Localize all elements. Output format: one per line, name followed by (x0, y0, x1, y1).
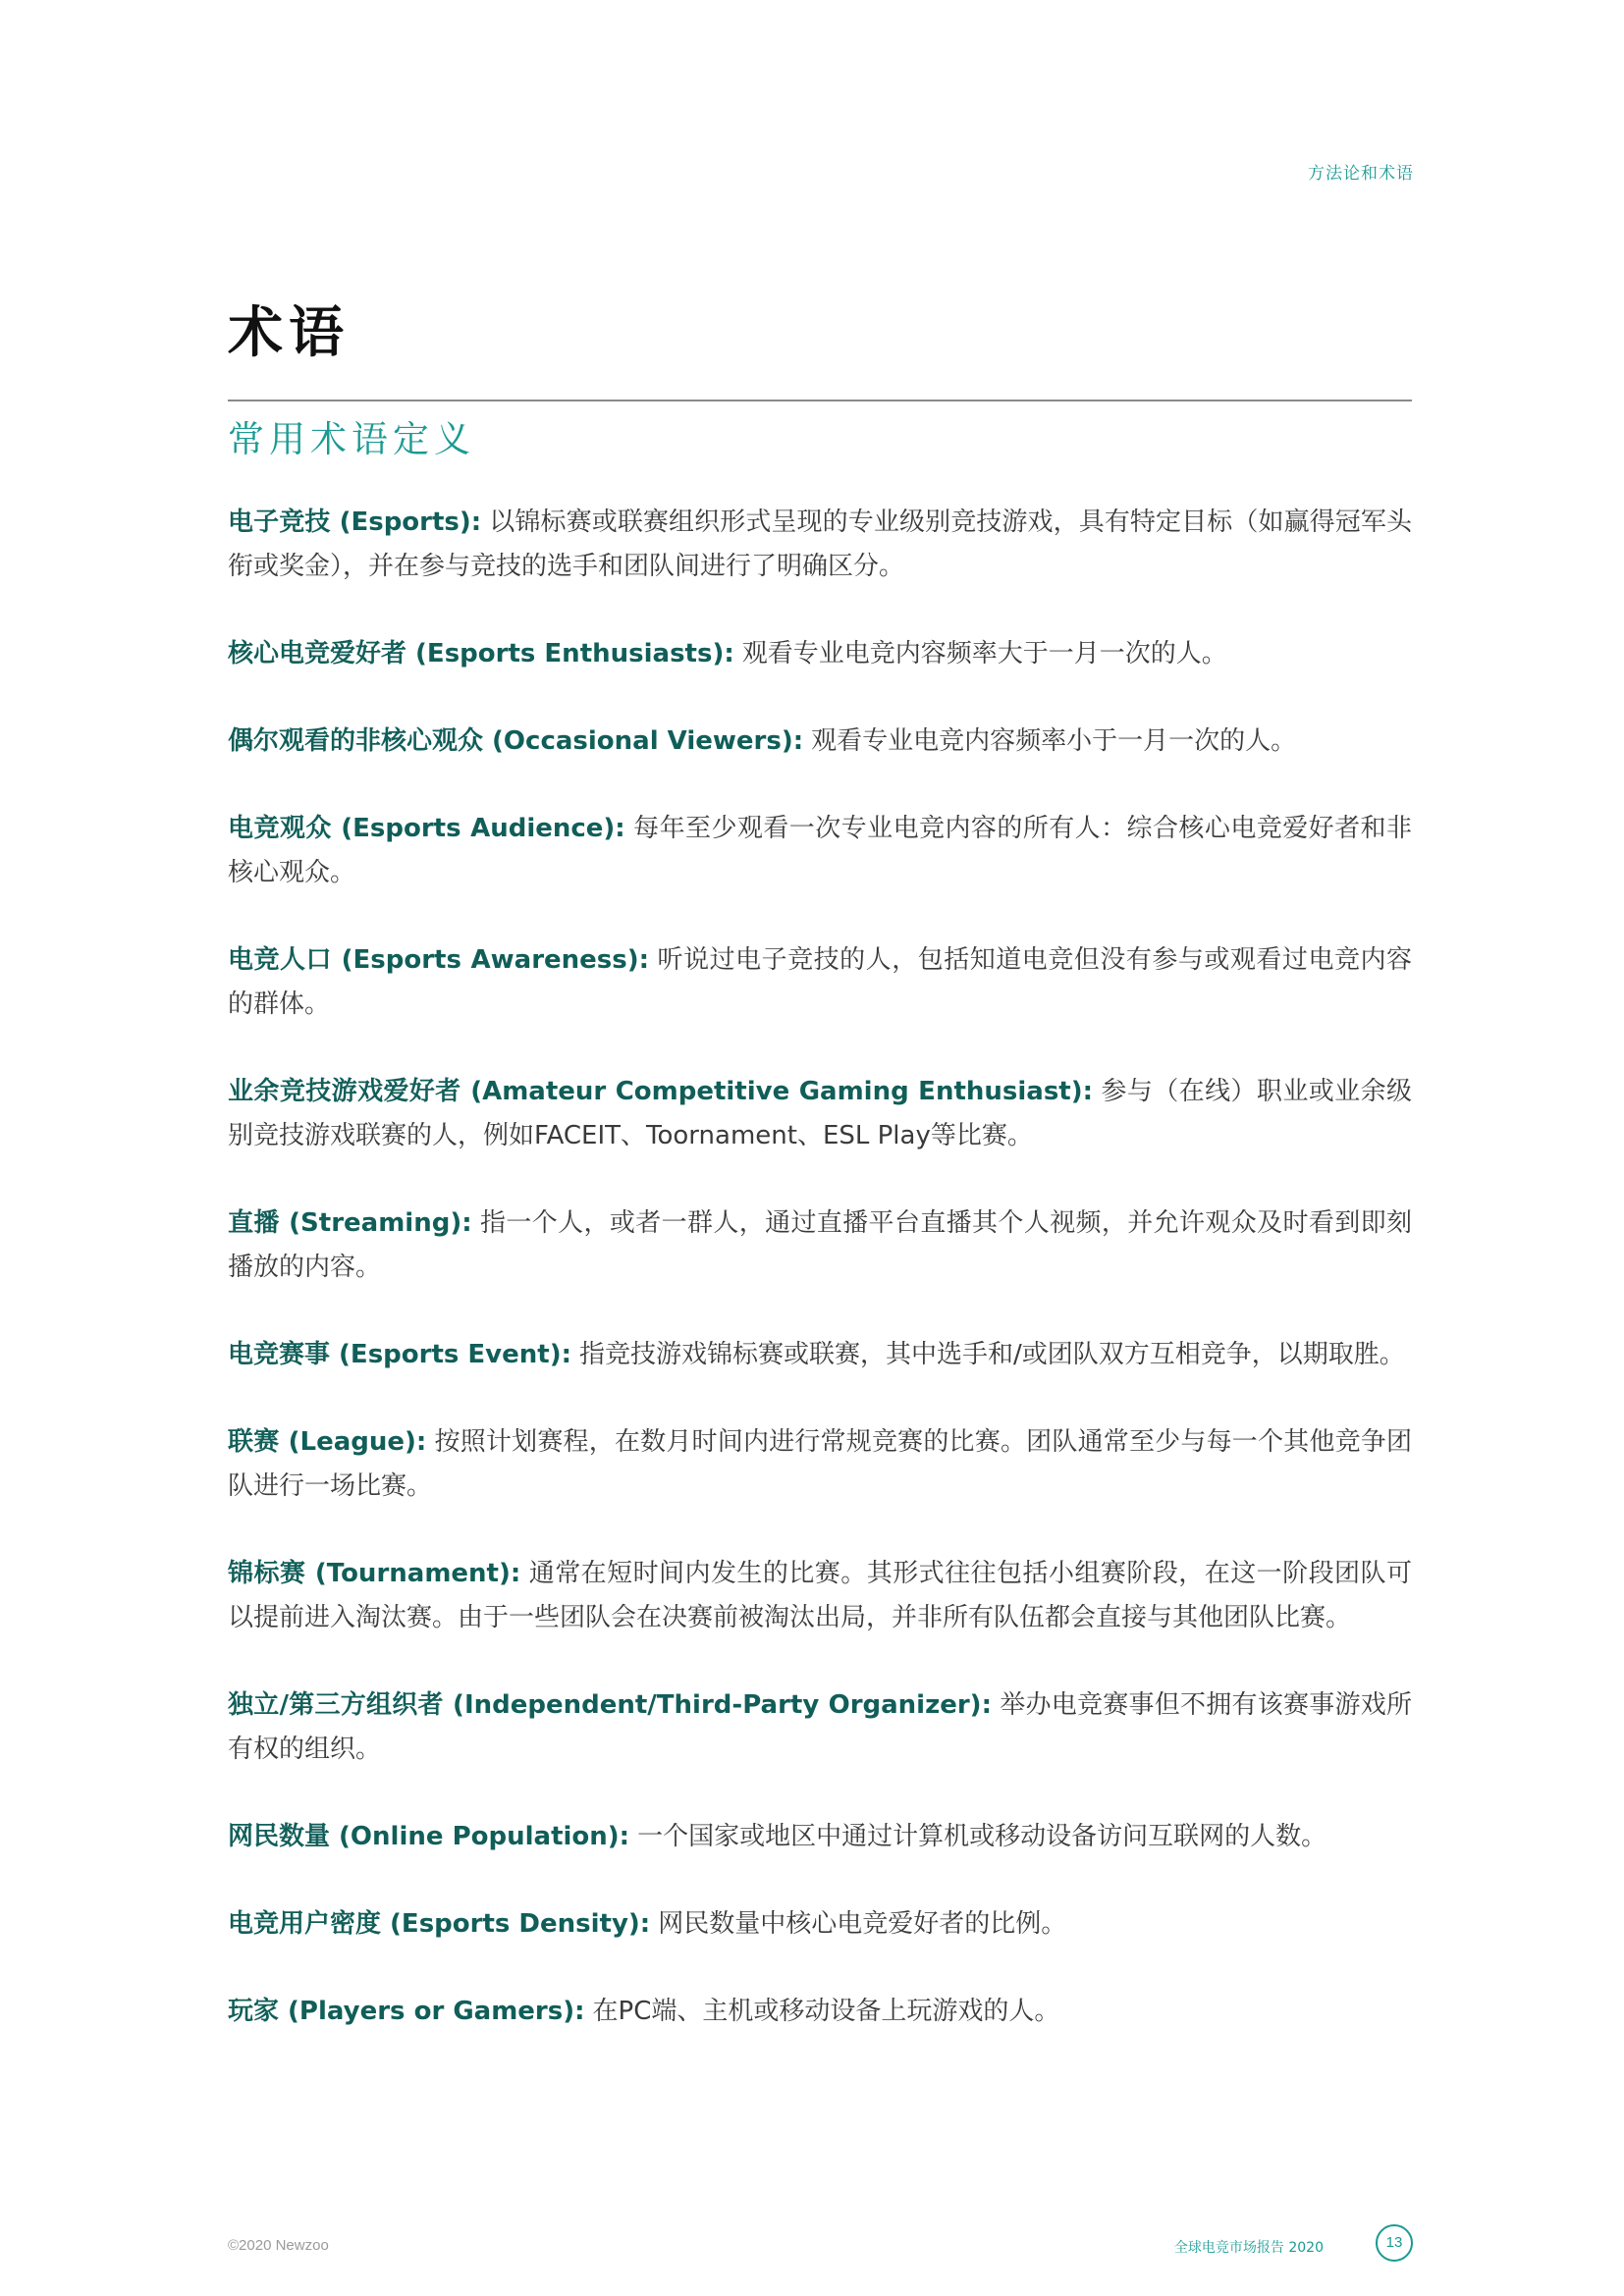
definition-item (228, 938, 1412, 1027)
definition-term: 电子竞技 (Esports): (228, 507, 482, 537)
definition-item (228, 1552, 1412, 1640)
definition-item (228, 1683, 1412, 1772)
footer-report-title: 全球电竞市场报告 2020 (1173, 2240, 1324, 2256)
definition-text: 举办电竞赛事但不拥有该赛事游戏所有权的组织。 (228, 1690, 1412, 1764)
definition-item (228, 720, 1412, 764)
definition-term: 电竞人口 (Esports Awareness): (228, 945, 650, 975)
definition-term: 锦标赛 (Tournament): (228, 1559, 521, 1588)
definition-text: 指一个人，或者一群人，通过直播平台直播其个人视频，并允许观众及时看到即刻播放的内容。 (228, 1208, 1412, 1282)
definition-text: 网民数量中核心电竞爱好者的比例。 (658, 1909, 1067, 1939)
definition-term: 玩家 (Players or Gamers): (228, 1997, 585, 2026)
definition-text: 观看专业电竞内容频率小于一月一次的人。 (811, 726, 1297, 756)
definition-text: 通常在短时间内发生的比赛。其形式往往包括小组赛阶段，在这一阶段团队可以提前进入淘汰赛。由于一些团队会在决赛前被淘汰出局，并非所有队伍都会直接与其他团队比赛。 (228, 1559, 1412, 1632)
definition-term: 电竞赛事 (Esports Event): (228, 1340, 571, 1369)
definition-text: 观看专业电竞内容频率大于一月一次的人。 (741, 639, 1227, 668)
definition-item (228, 1201, 1412, 1290)
page-title: 术语 (228, 301, 350, 365)
definition-term: 网民数量 (Online Population): (228, 1822, 630, 1851)
definition-term: 独立/第三方组织者 (Independent/Third-Party Organizer): (228, 1690, 992, 1720)
footer-copyright: ©2020 Newzoo (228, 2237, 329, 2254)
definition-item (228, 1420, 1412, 1509)
title-divider (228, 400, 1412, 401)
definition-item (228, 1990, 1412, 2034)
definition-term: 偶尔观看的非核心观众 (Occasional Viewers): (228, 726, 804, 756)
definition-item (228, 1902, 1412, 1947)
definition-text: 指竞技游戏锦标赛或联赛，其中选手和/或团队双方互相竞争，以期取胜。 (579, 1340, 1405, 1369)
definition-term: 直播 (Streaming): (228, 1208, 472, 1238)
page-number-badge: 13 (1376, 2224, 1413, 2262)
definition-text: 参与（在线）职业或业余级别竞技游戏联赛的人，例如FACEIT、Toornament、ESL Play等比赛。 (228, 1077, 1412, 1150)
definition-item (228, 1070, 1412, 1158)
header-section-label: 方法论和术语 (1308, 164, 1414, 184)
definition-item (228, 807, 1412, 895)
definition-term: 电竞用户密度 (Esports Density): (228, 1909, 651, 1939)
definition-text: 听说过电子竞技的人，包括知道电竞但没有参与或观看过电竞内容的群体。 (228, 945, 1412, 1019)
definition-item (228, 1333, 1412, 1377)
definition-term: 联赛 (League): (228, 1427, 427, 1457)
definition-text: 以锦标赛或联赛组织形式呈现的专业级别竞技游戏，具有特定目标（如赢得冠军头衔或奖金），并在参与竞技的选手和团队间进行了明确区分。 (228, 507, 1412, 581)
definition-text: 在PC端、主机或移动设备上玩游戏的人。 (592, 1997, 1060, 2026)
definition-item (228, 632, 1412, 676)
definition-item (228, 1815, 1412, 1859)
definition-term: 核心电竞爱好者 (Esports Enthusiasts): (228, 639, 734, 668)
definitions-list (228, 501, 1412, 2077)
definition-text: 每年至少观看一次专业电竞内容的所有人：综合核心电竞爱好者和非核心观众。 (228, 814, 1412, 887)
section-subtitle: 常用术语定义 (228, 418, 475, 460)
definition-term: 电竞观众 (Esports Audience): (228, 814, 625, 843)
definition-term: 业余竞技游戏爱好者 (Amateur Competitive Gaming Enthusiast): (228, 1077, 1094, 1106)
definition-item (228, 501, 1412, 589)
definition-text: 按照计划赛程，在数月时间内进行常规竞赛的比赛。团队通常至少与每一个其他竞争团队进行一场比赛。 (228, 1427, 1412, 1501)
definition-text: 一个国家或地区中通过计算机或移动设备访问互联网的人数。 (637, 1822, 1327, 1851)
